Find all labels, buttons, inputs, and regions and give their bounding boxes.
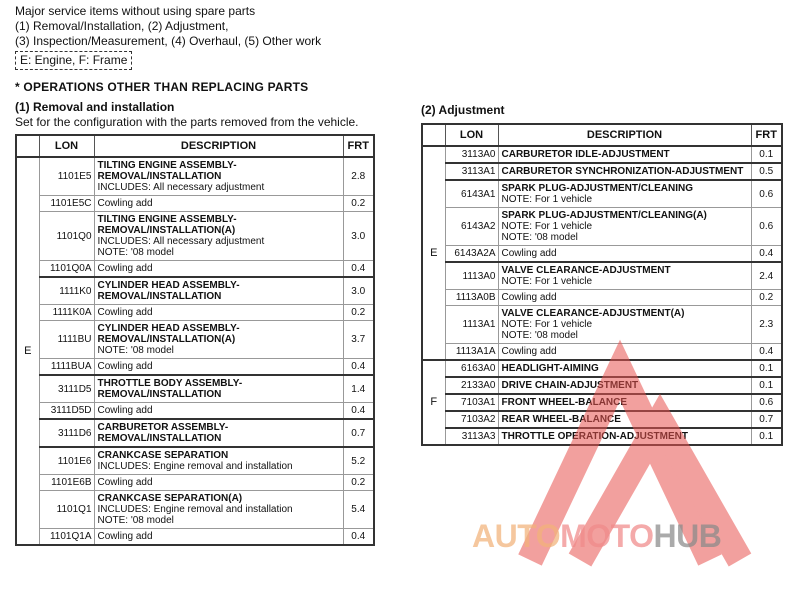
frt-cell: 2.8 <box>343 157 374 196</box>
table-row <box>422 262 782 290</box>
lon-cell: 3113A0 <box>445 146 498 163</box>
removal-table-header <box>16 135 374 157</box>
table-row <box>422 360 782 377</box>
lon-cell: 6143A1 <box>445 180 498 208</box>
lon-cell: 1101E6B <box>39 475 94 491</box>
table-row <box>422 377 782 394</box>
description-note: NOTE: For 1 vehicle <box>501 319 593 330</box>
description-note: NOTE: For 1 vehicle <box>501 221 593 232</box>
frt-cell: 0.1 <box>751 377 782 394</box>
description-note: Cowling add <box>97 307 153 318</box>
table-row <box>422 411 782 428</box>
group-header <box>16 135 39 157</box>
lon-cell: 1101Q0 <box>39 212 94 261</box>
description-cell <box>498 290 751 306</box>
description-cell <box>94 529 343 546</box>
description-cell <box>94 261 343 278</box>
lon-cell: 1111K0A <box>39 305 94 321</box>
description-cell <box>94 321 343 359</box>
lon-cell: 7103A1 <box>445 394 498 411</box>
description-note: INCLUDES: All necessary adjustment <box>97 236 265 247</box>
description-cell <box>498 306 751 344</box>
frt-header: FRT <box>751 124 782 146</box>
lon-cell: 7103A2 <box>445 411 498 428</box>
table-row <box>422 344 782 361</box>
description-note: Cowling add <box>97 531 153 542</box>
description-cell <box>498 394 751 411</box>
description-cell <box>94 403 343 420</box>
lon-cell: 3113A1 <box>445 163 498 180</box>
table-row <box>16 212 374 261</box>
description-note: NOTE: For 1 vehicle <box>501 194 593 205</box>
watermark-moto: MOTO <box>560 518 654 554</box>
intro-line-1: Major service items without using spare parts <box>15 4 256 18</box>
frt-cell: 3.7 <box>343 321 374 359</box>
removal-section-subtitle: Set for the configuration with the parts removed from the vehicle. <box>15 115 359 129</box>
description-cell <box>94 157 343 196</box>
description-title: REAR WHEEL-BALANCE <box>501 414 621 425</box>
description-cell <box>94 447 343 475</box>
table-row <box>16 419 374 447</box>
table-row <box>16 403 374 420</box>
frt-cell: 0.6 <box>751 180 782 208</box>
description-cell <box>94 375 343 403</box>
lon-cell: 1101E6 <box>39 447 94 475</box>
description-note: INCLUDES: Engine removal and installation <box>97 504 293 515</box>
frt-cell: 0.1 <box>751 360 782 377</box>
frt-cell: 0.6 <box>751 208 782 246</box>
description-note: Cowling add <box>97 198 153 209</box>
description-note: INCLUDES: Engine removal and installation <box>97 461 293 472</box>
table-row <box>422 163 782 180</box>
lon-cell: 6163A0 <box>445 360 498 377</box>
table-row <box>422 246 782 263</box>
description-cell <box>94 475 343 491</box>
description-cell <box>498 377 751 394</box>
intro-text <box>15 4 321 49</box>
intro-line-3: (3) Inspection/Measurement, (4) Overhaul, (5) Other work <box>15 34 322 48</box>
frt-cell: 0.7 <box>751 411 782 428</box>
frt-cell: 2.4 <box>751 262 782 290</box>
lon-cell: 1111BU <box>39 321 94 359</box>
frt-cell: 1.4 <box>343 375 374 403</box>
lon-cell: 1113A0 <box>445 262 498 290</box>
frt-header: FRT <box>343 135 374 157</box>
lon-cell: 1111K0 <box>39 277 94 305</box>
frt-cell: 0.6 <box>751 394 782 411</box>
description-note: NOTE: '08 model <box>97 247 174 258</box>
table-row <box>16 157 374 196</box>
frt-cell: 0.4 <box>343 261 374 278</box>
description-note: Cowling add <box>97 405 153 416</box>
frt-cell: 3.0 <box>343 212 374 261</box>
table-row <box>16 529 374 546</box>
watermark-text <box>472 518 721 555</box>
description-title: CARBURETOR IDLE-ADJUSTMENT <box>501 149 670 160</box>
removal-table <box>15 134 375 546</box>
description-title: CARBURETOR ASSEMBLY-REMOVAL/INSTALLATION <box>97 422 229 444</box>
lon-cell: 1101Q1A <box>39 529 94 546</box>
description-title: VALVE CLEARANCE-ADJUSTMENT <box>501 265 671 276</box>
description-title: THROTTLE BODY ASSEMBLY-REMOVAL/INSTALLATION <box>97 378 243 400</box>
description-note: Cowling add <box>501 292 557 303</box>
description-title: CRANKCASE SEPARATION(A) <box>97 493 243 504</box>
lon-cell: 1101E5 <box>39 157 94 196</box>
table-row <box>422 146 782 163</box>
description-note: Cowling add <box>501 346 557 357</box>
frt-cell: 0.4 <box>343 529 374 546</box>
description-header: DESCRIPTION <box>498 124 751 146</box>
description-cell <box>94 491 343 529</box>
table-row <box>16 305 374 321</box>
adjustment-table <box>421 123 783 446</box>
frt-cell: 0.4 <box>343 403 374 420</box>
table-row <box>16 491 374 529</box>
table-row <box>16 475 374 491</box>
description-cell <box>94 196 343 212</box>
description-title: CYLINDER HEAD ASSEMBLY-REMOVAL/INSTALLATION(A) <box>97 323 240 345</box>
description-note: NOTE: '08 model <box>501 232 578 243</box>
description-title: TILTING ENGINE ASSEMBLY-REMOVAL/INSTALLATION <box>97 160 237 182</box>
lon-cell: 3111D6 <box>39 419 94 447</box>
table-row <box>422 290 782 306</box>
description-note: NOTE: For 1 vehicle <box>501 276 593 287</box>
table-row <box>16 321 374 359</box>
description-title: CARBURETOR SYNCHRONIZATION-ADJUSTMENT <box>501 166 744 177</box>
frt-cell: 0.4 <box>751 246 782 263</box>
description-cell <box>498 411 751 428</box>
watermark-auto: AUTO <box>472 518 561 554</box>
description-cell <box>498 208 751 246</box>
table-row <box>16 447 374 475</box>
description-note: NOTE: '08 model <box>97 345 174 356</box>
lon-cell: 1101Q0A <box>39 261 94 278</box>
table-row <box>16 261 374 278</box>
description-cell <box>94 212 343 261</box>
description-cell <box>94 277 343 305</box>
table-row <box>16 277 374 305</box>
table-row <box>16 359 374 376</box>
description-note: INCLUDES: All necessary adjustment <box>97 182 265 193</box>
description-title: THROTTLE OPERATION-ADJUSTMENT <box>501 431 688 442</box>
description-title: HEADLIGHT-AIMING <box>501 363 599 374</box>
description-note: Cowling add <box>97 477 153 488</box>
legend-box: E: Engine, F: Frame <box>15 51 132 70</box>
description-title: TILTING ENGINE ASSEMBLY-REMOVAL/INSTALLATION(A) <box>97 214 237 236</box>
description-cell <box>94 305 343 321</box>
frt-cell: 3.0 <box>343 277 374 305</box>
lon-cell: 3111D5 <box>39 375 94 403</box>
group-header <box>422 124 445 146</box>
lon-cell: 6143A2 <box>445 208 498 246</box>
description-title: SPARK PLUG-ADJUSTMENT/CLEANING <box>501 183 693 194</box>
description-note: Cowling add <box>501 248 557 259</box>
description-cell <box>498 428 751 445</box>
description-cell <box>498 360 751 377</box>
table-row <box>422 306 782 344</box>
group-cell: E <box>16 157 39 545</box>
lon-cell: 1101Q1 <box>39 491 94 529</box>
description-cell <box>498 180 751 208</box>
description-title: FRONT WHEEL-BALANCE <box>501 397 628 408</box>
description-cell <box>498 262 751 290</box>
frt-cell: 0.2 <box>343 196 374 212</box>
frt-cell: 0.7 <box>343 419 374 447</box>
frt-cell: 0.1 <box>751 428 782 445</box>
frt-cell: 0.2 <box>343 305 374 321</box>
description-cell <box>498 344 751 361</box>
description-title: DRIVE CHAIN-ADJUSTMENT <box>501 380 639 391</box>
lon-cell: 3111D5D <box>39 403 94 420</box>
description-cell <box>498 146 751 163</box>
description-note: Cowling add <box>97 263 153 274</box>
table-row <box>16 375 374 403</box>
description-note: NOTE: '08 model <box>501 330 578 341</box>
frt-cell: 5.2 <box>343 447 374 475</box>
frt-cell: 5.4 <box>343 491 374 529</box>
lon-cell: 1101E5C <box>39 196 94 212</box>
frt-cell: 0.2 <box>751 290 782 306</box>
lon-header: LON <box>39 135 94 157</box>
frt-cell: 2.3 <box>751 306 782 344</box>
description-note: Cowling add <box>97 361 153 372</box>
group-cell: F <box>422 360 445 445</box>
description-header: DESCRIPTION <box>94 135 343 157</box>
frt-cell: 0.1 <box>751 146 782 163</box>
description-title: VALVE CLEARANCE-ADJUSTMENT(A) <box>501 308 685 319</box>
table-row <box>16 196 374 212</box>
lon-cell: 1111BUA <box>39 359 94 376</box>
description-cell <box>94 419 343 447</box>
description-note: NOTE: '08 model <box>97 515 174 526</box>
description-cell <box>498 246 751 263</box>
description-title: CYLINDER HEAD ASSEMBLY-REMOVAL/INSTALLATION <box>97 280 240 302</box>
frt-cell: 0.4 <box>343 359 374 376</box>
operations-heading: * OPERATIONS OTHER THAN REPLACING PARTS <box>15 80 309 94</box>
lon-cell: 3113A3 <box>445 428 498 445</box>
lon-cell: 2133A0 <box>445 377 498 394</box>
removal-section-title: (1) Removal and installation <box>15 100 175 114</box>
table-row <box>422 394 782 411</box>
lon-cell: 1113A1A <box>445 344 498 361</box>
adjustment-table-header <box>422 124 782 146</box>
lon-cell: 6143A2A <box>445 246 498 263</box>
description-title: SPARK PLUG-ADJUSTMENT/CLEANING(A) <box>501 210 707 221</box>
lon-header: LON <box>445 124 498 146</box>
description-cell <box>94 359 343 376</box>
description-cell <box>498 163 751 180</box>
table-row <box>422 180 782 208</box>
frt-cell: 0.4 <box>751 344 782 361</box>
table-row <box>422 428 782 445</box>
frt-cell: 0.5 <box>751 163 782 180</box>
table-row <box>422 208 782 246</box>
adjustment-section-title: (2) Adjustment <box>421 103 505 117</box>
group-cell: E <box>422 146 445 360</box>
description-title: CRANKCASE SEPARATION <box>97 450 229 461</box>
frt-cell: 0.2 <box>343 475 374 491</box>
watermark-hub: HUB <box>653 518 722 554</box>
lon-cell: 1113A0B <box>445 290 498 306</box>
intro-line-2: (1) Removal/Installation, (2) Adjustment, <box>15 19 229 33</box>
lon-cell: 1113A1 <box>445 306 498 344</box>
